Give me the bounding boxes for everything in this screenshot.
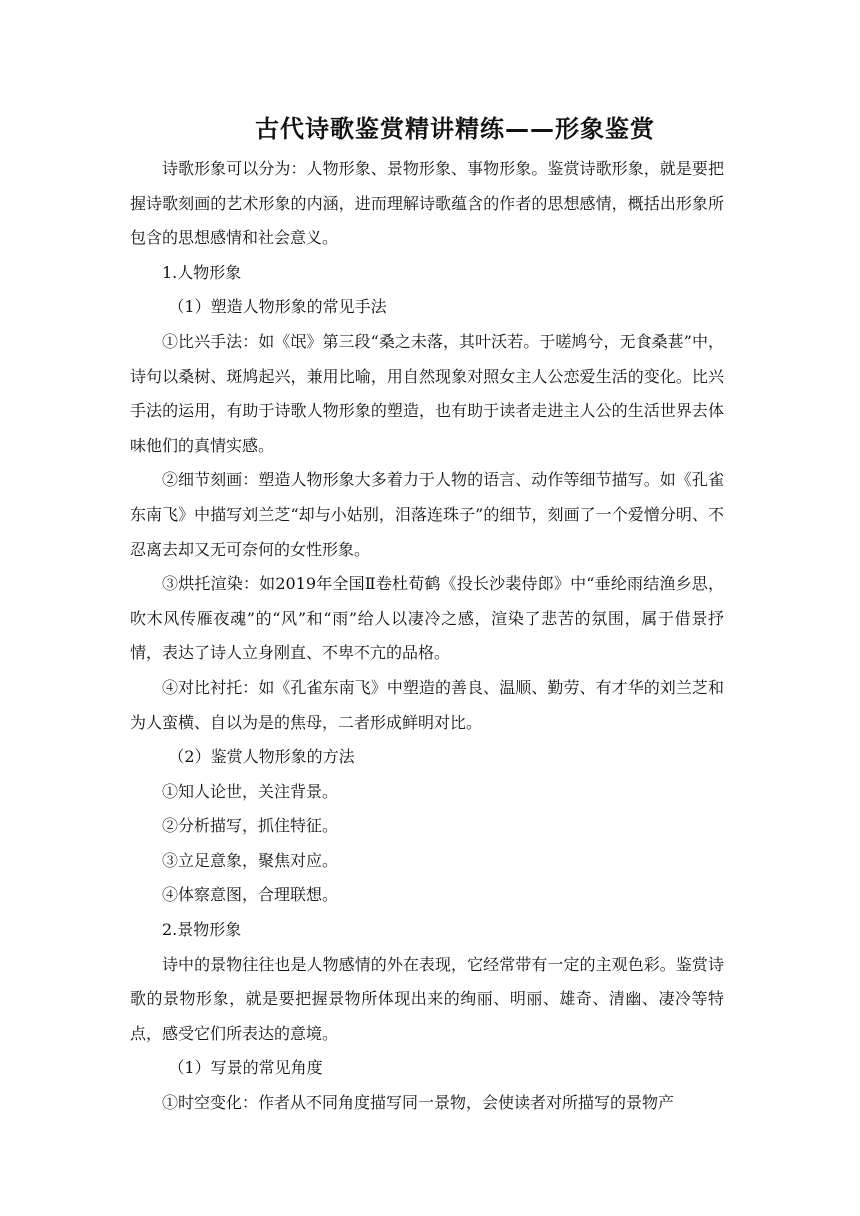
method-item-3: ③立足意象，聚焦对应。 xyxy=(162,850,339,870)
document-body xyxy=(130,152,724,1121)
section-1-1-heading: （1）塑造人物形象的常见手法 xyxy=(168,297,387,317)
section-2-heading: 2.景物形象 xyxy=(162,920,242,940)
intro-paragraph: 诗歌形象可以分为：人物形象、景物形象、事物形象。鉴赏诗歌形象，就是要把握诗歌刻画的艺术形象的内涵，进而理解诗歌蕴含的作者的思想感情，概括出形象所包含的思想感情和社会意义。 xyxy=(130,159,724,248)
method-item-4: ④体察意图，合理联想。 xyxy=(162,885,339,905)
section-1-heading: 1.人物形象 xyxy=(162,262,242,282)
page-title: 古代诗歌鉴赏精讲精练——形象鉴赏 xyxy=(255,115,655,143)
technique-bixing-paragraph: ①比兴手法：如《氓》第三段“桑之未落，其叶沃若。于嗟鸠兮，无食桑葚”中，诗句以桑树、斑鸠起兴，兼用比喻，用自然现象对照女主人公恋爱生活的变化。比兴手法的运用，有助于诗歌人物形象的塑造，也有助于读者走进主人公的生活世界去体味他们的真情实感。 xyxy=(130,331,724,455)
technique-contrast-paragraph: ④对比衬托：如《孔雀东南飞》中塑造的善良、温顺、勤劳、有才华的刘兰芝和为人蛮横、自以为是的焦母，二者形成鲜明对比。 xyxy=(130,677,724,732)
section-2-1-heading: （1）写景的常见角度 xyxy=(168,1058,323,1078)
technique-render-paragraph: ③烘托渲染：如2019年全国Ⅱ卷杜荀鹤《投长沙裴侍郎》中“垂纶雨结渔乡思，吹木风传雁夜魂”的“风”和“雨”给人以凄冷之感，渲染了悲苦的氛围，属于借景抒情，表达了诗人立身刚直、不卑不亢的品格。 xyxy=(130,574,724,663)
scenery-paragraph: 诗中的景物往往也是人物感情的外在表现，它经常带有一定的主观色彩。鉴赏诗歌的景物形象，就是要把握景物所体现出来的绚丽、明丽、雄奇、清幽、凄冷等特点，感受它们所表达的意境。 xyxy=(130,954,724,1043)
section-1-2-heading: （2）鉴赏人物形象的方法 xyxy=(168,747,355,767)
method-item-2: ②分析描写，抓住特征。 xyxy=(162,816,339,836)
angle-time-space-paragraph: ①时空变化：作者从不同角度描写同一景物，会使读者对所描写的景物产 xyxy=(162,1093,675,1113)
technique-detail-paragraph: ②细节刻画：塑造人物形象大多着力于人物的语言、动作等细节描写。如《孔雀东南飞》中描写刘兰芝“却与小姑别，泪落连珠子”的细节，刻画了一个爱憎分明、不忍离去却又无可奈何的女性形象。 xyxy=(130,470,724,559)
method-item-1: ①知人论世，关注背景。 xyxy=(162,781,339,801)
